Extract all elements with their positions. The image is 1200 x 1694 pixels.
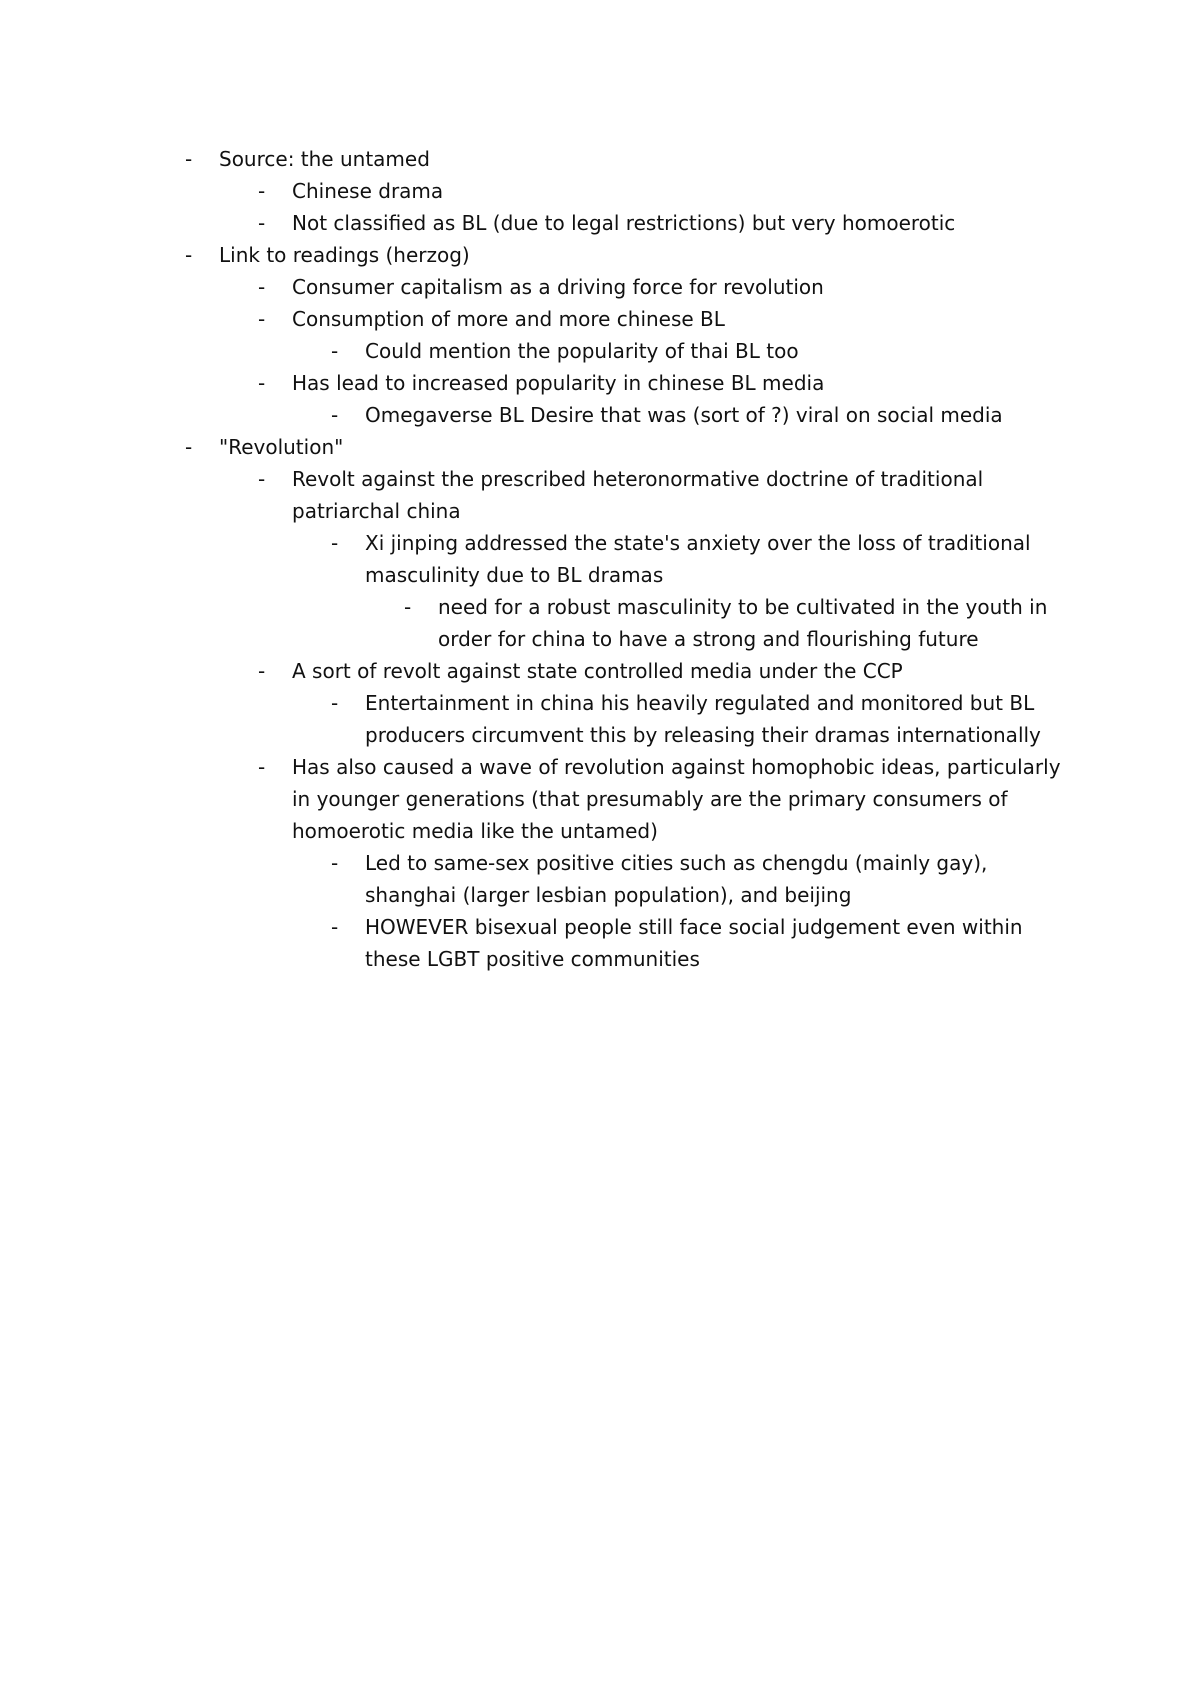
list-item: [0, 239, 1200, 271]
bullet-dash: -: [258, 275, 266, 299]
bullet-dash: -: [404, 595, 412, 619]
bullet-dash: -: [185, 435, 193, 459]
list-item-text: Link to readings (herzog): [219, 243, 470, 267]
list-item: [0, 143, 1200, 175]
list-item-text: Has also caused a wave of revolution against homophobic ideas, particularly in younger generations (that presumably are the primary consumers of homoerotic media like the untamed): [292, 755, 1061, 843]
list-item: [0, 335, 1200, 367]
bullet-dash: -: [258, 307, 266, 331]
list-item-text: need for a robust masculinity to be cultivated in the youth in order for china to have a strong and flourishing future: [438, 595, 1048, 651]
list-item-text: Has lead to increased popularity in chinese BL media: [292, 371, 825, 395]
list-item-text: HOWEVER bisexual people still face social judgement even within these LGBT positive communities: [365, 915, 1023, 971]
list-item: [0, 303, 1200, 335]
bullet-dash: -: [331, 915, 339, 939]
bullet-dash: -: [331, 531, 339, 555]
list-item-text: Consumer capitalism as a driving force for revolution: [292, 275, 824, 299]
bullet-dash: -: [185, 243, 193, 267]
list-item-text: "Revolution": [219, 435, 344, 459]
list-item: [0, 527, 1200, 591]
bullet-dash: -: [331, 851, 339, 875]
list-item: [0, 463, 1200, 527]
list-item: [0, 847, 1200, 911]
bullet-dash: -: [185, 147, 193, 171]
list-item: [0, 367, 1200, 399]
bullet-dash: -: [258, 179, 266, 203]
list-item-text: Omegaverse BL Desire that was (sort of ?) viral on social media: [365, 403, 1003, 427]
list-item-text: Xi jinping addressed the state's anxiety over the loss of traditional masculinity due to BL dramas: [365, 531, 1031, 587]
list-item-text: A sort of revolt against state controlled media under the CCP: [292, 659, 903, 683]
list-item-text: Chinese drama: [292, 179, 444, 203]
list-item: [0, 271, 1200, 303]
list-item: [0, 399, 1200, 431]
bullet-dash: -: [258, 467, 266, 491]
bullet-dash: -: [331, 339, 339, 363]
list-item: [0, 591, 1200, 655]
bullet-dash: -: [258, 659, 266, 683]
list-item-text: Entertainment in china his heavily regulated and monitored but BL producers circumvent this by releasing their dramas internationally: [365, 691, 1041, 747]
list-item-text: Not classified as BL (due to legal restrictions) but very homoerotic: [292, 211, 956, 235]
list-item-text: Source: the untamed: [219, 147, 430, 171]
list-item-text: Revolt against the prescribed heteronormative doctrine of traditional patriarchal china: [292, 467, 984, 523]
bullet-dash: -: [258, 755, 266, 779]
list-item: [0, 687, 1200, 751]
bullet-notes-list: [0, 143, 1200, 975]
list-item-text: Consumption of more and more chinese BL: [292, 307, 725, 331]
list-item: [0, 175, 1200, 207]
list-item: [0, 655, 1200, 687]
bullet-dash: -: [258, 211, 266, 235]
list-item: [0, 911, 1200, 975]
list-item: [0, 431, 1200, 463]
list-item: [0, 751, 1200, 847]
bullet-dash: -: [331, 403, 339, 427]
list-item: [0, 207, 1200, 239]
bullet-dash: -: [331, 691, 339, 715]
list-item-text: Could mention the popularity of thai BL too: [365, 339, 799, 363]
bullet-dash: -: [258, 371, 266, 395]
list-item-text: Led to same-sex positive cities such as chengdu (mainly gay), shanghai (larger lesbian population), and beijing: [365, 851, 988, 907]
